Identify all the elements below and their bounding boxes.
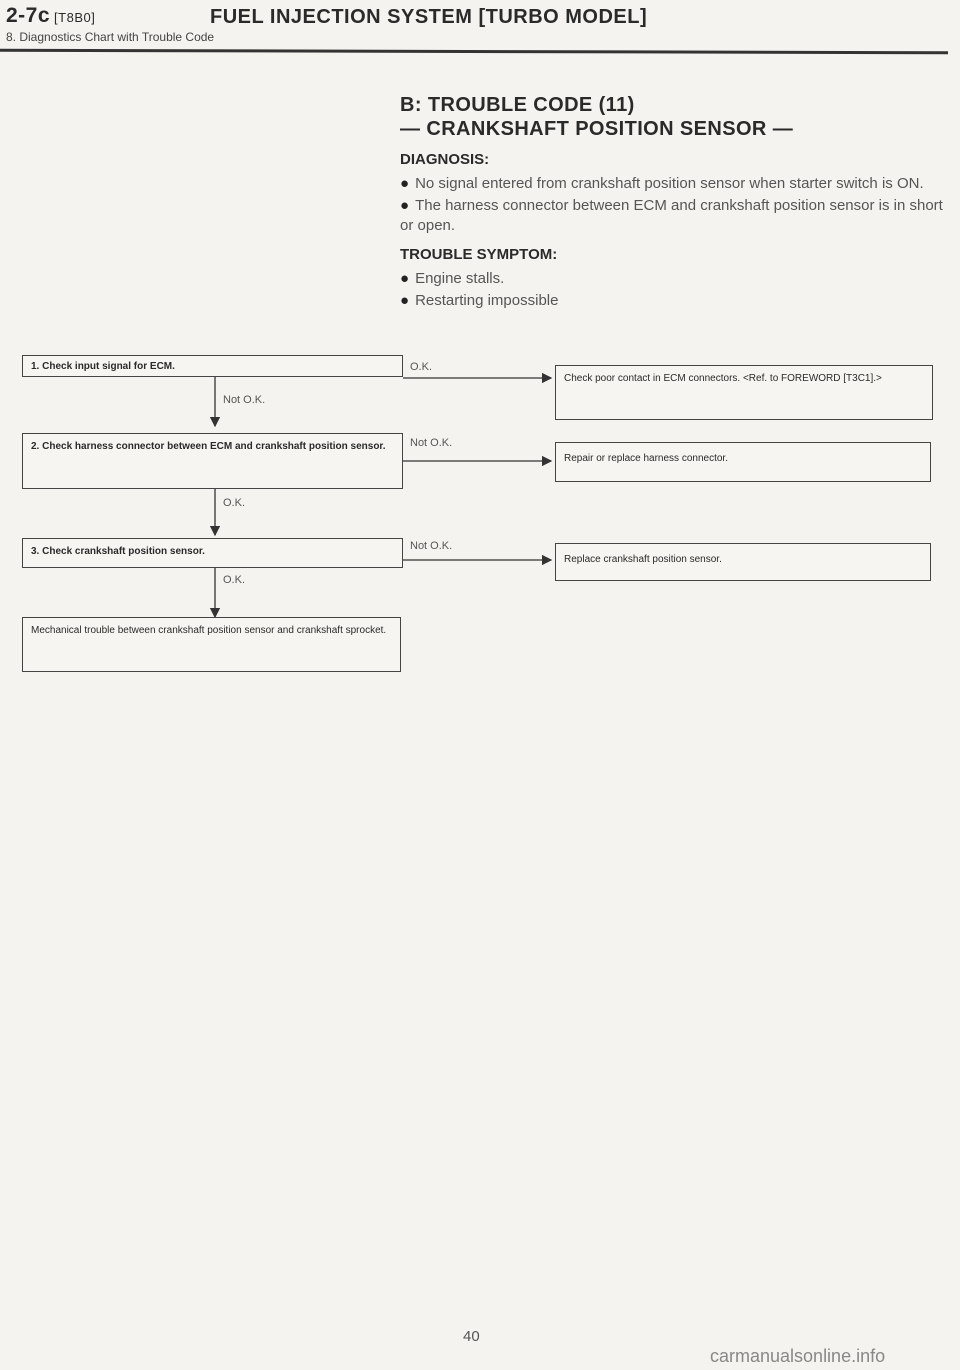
flow-step-2: 2. Check harness connector between ECM and crankshaft position sensor. xyxy=(22,433,403,489)
diagnosis-item: ● The harness connector between ECM and crankshaft position sensor is in short or open. xyxy=(400,197,943,234)
flow-label-ok: O.K. xyxy=(223,574,246,586)
flow-result-3: Replace crankshaft position sensor. xyxy=(555,543,931,581)
symptom-item: ● Engine stalls. xyxy=(400,270,505,287)
diagnosis-label: DIAGNOSIS: xyxy=(400,151,490,168)
flow-label-ok: O.K. xyxy=(410,361,433,373)
flow-step-1: 1. Check input signal for ECM. xyxy=(22,355,403,377)
flow-label-not-ok: Not O.K. xyxy=(223,394,266,406)
diagnosis-item: ● No signal entered from crankshaft position sensor when starter switch is ON. xyxy=(400,175,924,192)
trouble-code-heading: B: TROUBLE CODE (11) xyxy=(400,94,635,116)
page-number: 40 xyxy=(463,1328,480,1345)
flow-result-2: Repair or replace harness connector. xyxy=(555,442,931,482)
trouble-code-subheading: — CRANKSHAFT POSITION SENSOR — xyxy=(400,118,794,140)
symptom-item: ● Restarting impossible xyxy=(400,292,559,309)
flow-step-3: 3. Check crankshaft position sensor. xyxy=(22,538,403,568)
symptom-label: TROUBLE SYMPTOM: xyxy=(400,246,558,263)
flow-result-1: Check poor contact in ECM connectors. <Ref. to FOREWORD [T3C1].> xyxy=(555,365,933,420)
flow-label-ok: O.K. xyxy=(223,497,246,509)
page-subtitle: 8. Diagnostics Chart with Trouble Code xyxy=(6,30,215,44)
section-ref: [T8B0] xyxy=(54,10,96,25)
flow-label-not-ok: Not O.K. xyxy=(410,540,453,552)
page-title: FUEL INJECTION SYSTEM [TURBO MODEL] xyxy=(210,6,648,28)
footer-watermark: carmanualsonline.info xyxy=(710,1346,886,1366)
section-code-text: 2-7c xyxy=(6,4,51,27)
flow-final: Mechanical trouble between crankshaft position sensor and crankshaft sprocket. xyxy=(22,617,401,672)
flow-label-not-ok: Not O.K. xyxy=(410,437,453,449)
